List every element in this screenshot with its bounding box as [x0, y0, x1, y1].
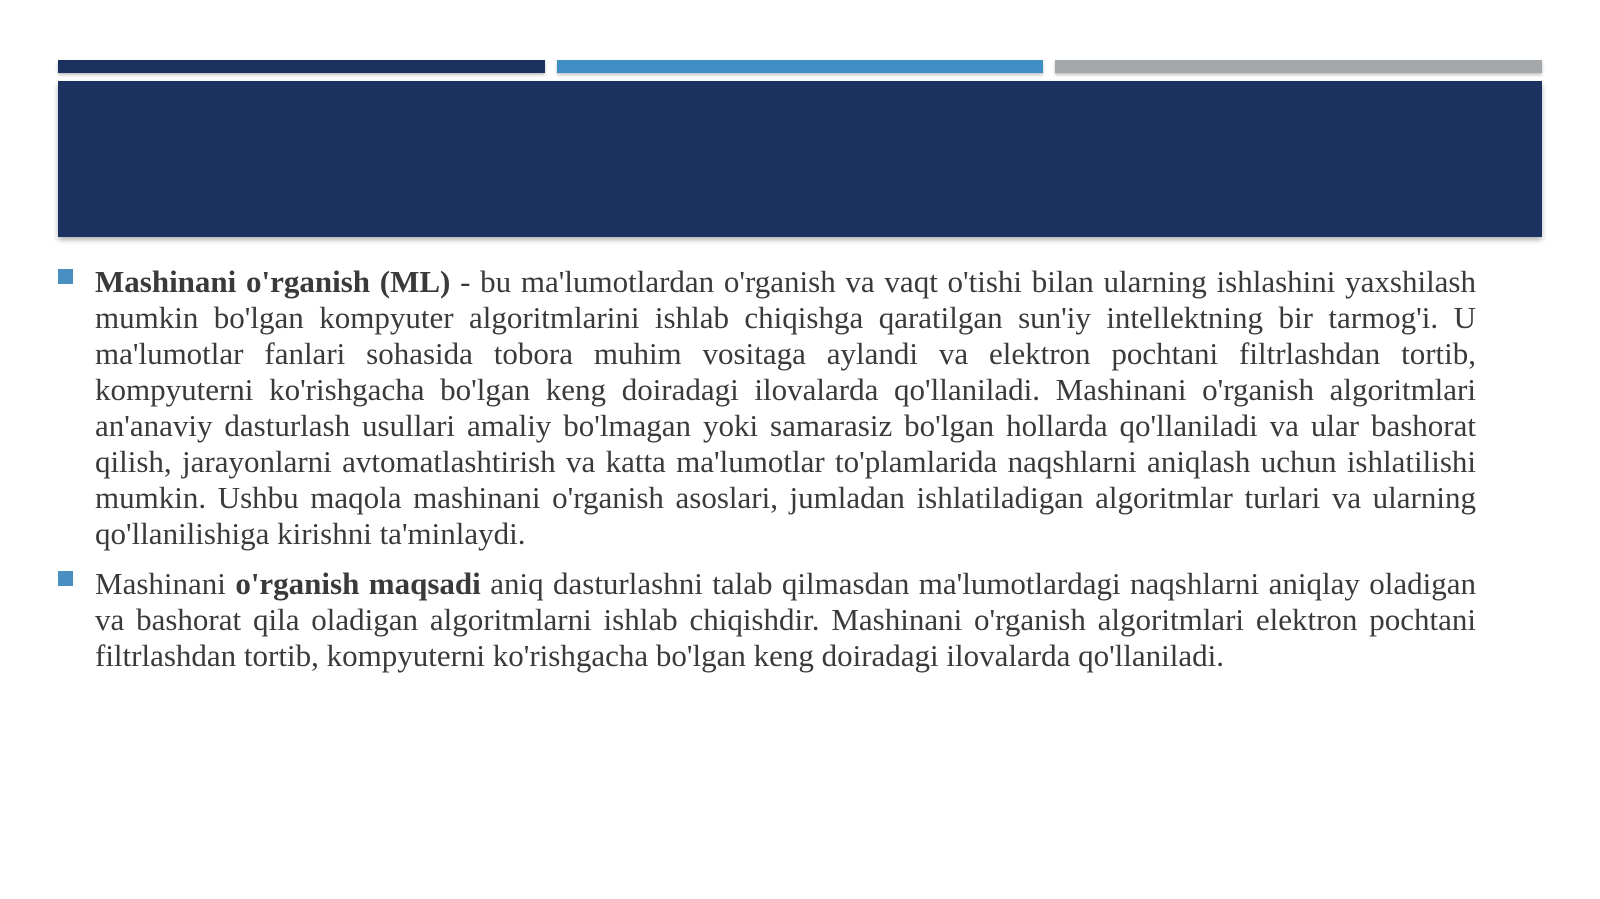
bullet-item-ml-goal — [58, 566, 1476, 674]
square-bullet-icon — [58, 269, 73, 284]
bold-term: o'rganish maqsadi — [235, 566, 481, 601]
accent-bar-blue — [557, 60, 1043, 73]
square-bullet-icon — [58, 571, 73, 586]
bullet-item-ml-definition — [58, 264, 1476, 552]
bold-term: Mashinani o'rganish (ML) — [95, 264, 451, 299]
bullet-body: - bu ma'lumotlardan o'rganish va vaqt o'tishi bilan ularning ishlashini yaxshilash mumkin bo'lgan kompyuter algoritmlarini ishlab chiqishga qaratilgan sun'iy intellektning bir tarmog'i. U ma'lumotlar fanlari sohasida tobora muhim vositaga aylandi va elektron pochtani filtrlashdan tortib, kompyuterni ko'rishgacha bo'lgan keng doiradagi ilovalarda qo'llaniladi. Mashinani o'rganish algoritmlari an'anaviy dasturlash usullari amaliy bo'lmagan yoki samarasiz bo'lgan hollarda qo'llaniladi va ular bashorat qilish, jarayonlarni avtomatlashtirish va katta ma'lumotlar to'plamlarida naqshlarni aniqlash uchun ishlatilishi mumkin. Ushbu maqola mashinani o'rganish asoslari, jumladan ishlatiladigan algoritmlar turlari va ularning qo'llanilishiga kirishni ta'minlaydi. — [95, 264, 1477, 551]
bullet-text — [95, 566, 1476, 674]
title-band — [58, 81, 1542, 237]
bullet-prefix: Mashinani — [95, 566, 236, 601]
accent-bar-gray — [1055, 60, 1542, 73]
bullet-text — [95, 264, 1476, 552]
accent-bar-dark — [58, 60, 545, 73]
slide-content — [58, 264, 1476, 688]
bullet-body: aniq dasturlashni talab qilmasdan ma'lumotlardagi naqshlarni aniqlay oladigan va bashorat qila oladigan algoritmlarni ishlab chiqishdir. Mashinani o'rganish algoritmlari elektron pochtani filtrlashdan tortib, kompyuterni ko'rishgacha bo'lgan keng doiradagi ilovalarda qo'llaniladi. — [95, 566, 1477, 673]
